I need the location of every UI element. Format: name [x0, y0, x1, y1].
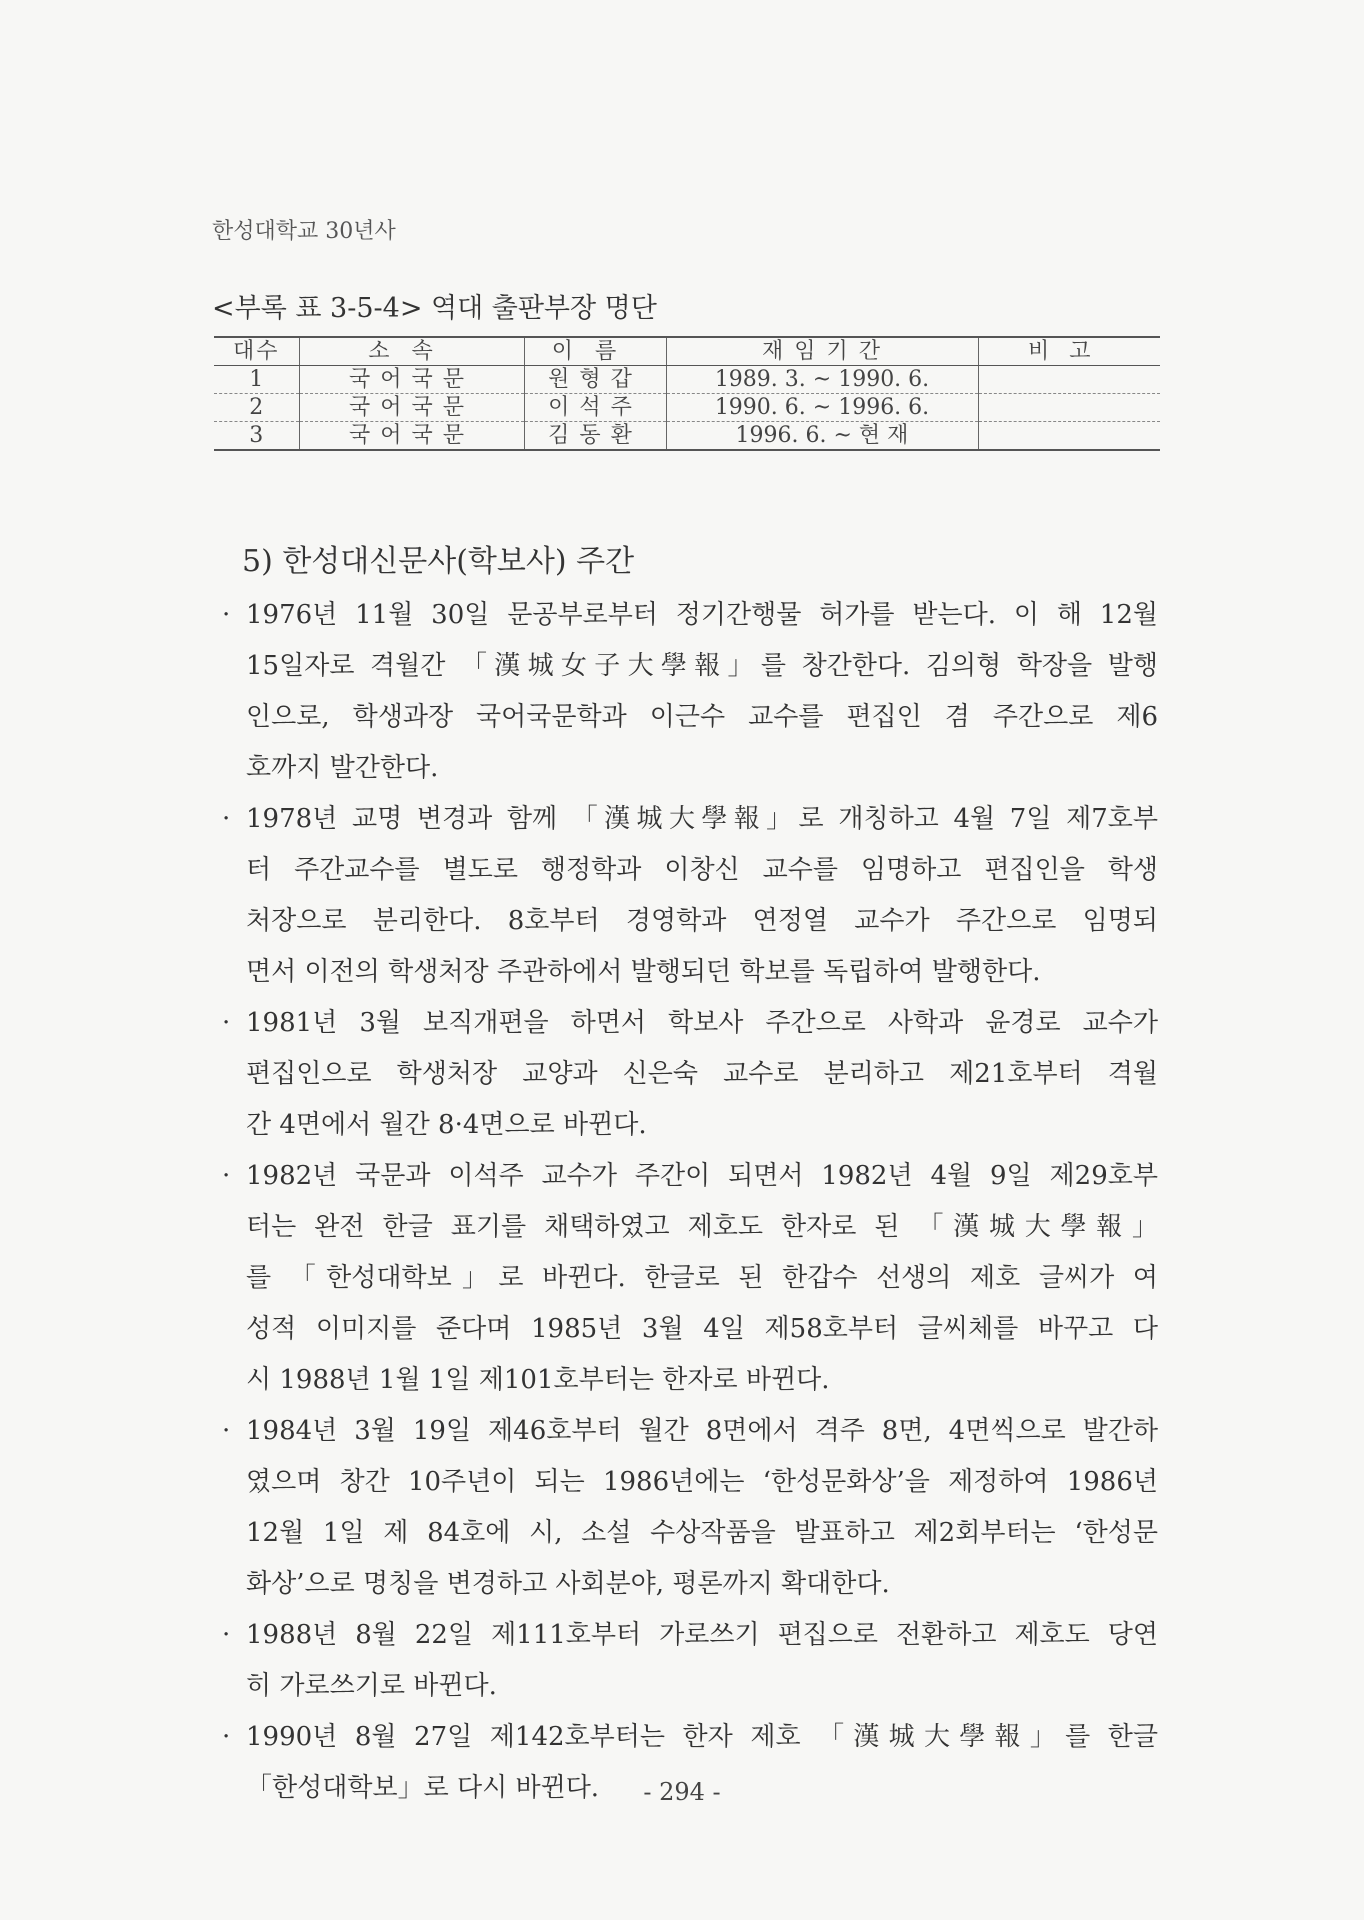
- bullet-paragraph: [218, 1151, 1158, 1406]
- paragraph-line: 처장으로 분리한다. 8호부터 경영학과 연정열 교수가 주간으로 임명되: [246, 906, 1158, 936]
- paragraph-line: 1990년 8월 27일 제142호부터는 한자 제호 「漢城大學報」를 한글: [246, 1722, 1158, 1752]
- bullet-paragraph: [218, 1406, 1158, 1610]
- paragraph-line: 인으로, 학생과장 국어국문학과 이근수 교수를 편집인 겸 주간으로 제6: [246, 702, 1158, 732]
- header-term: 재 임 기 간: [666, 337, 978, 366]
- paragraph-line: 성적 이미지를 준다며 1985년 3월 4일 제58호부터 글씨체를 바꾸고 다: [246, 1314, 1158, 1344]
- paragraph-line: 편집인으로 학생처장 교양과 신은숙 교수로 분리하고 제21호부터 격월: [246, 1059, 1158, 1089]
- page-number: - 294 -: [643, 1778, 721, 1806]
- bullet-marker: ·: [222, 600, 231, 630]
- bullet-marker: ·: [222, 1722, 231, 1752]
- paragraph-list: [218, 590, 1158, 1814]
- paragraph-line: 1981년 3월 보직개편을 하면서 학보사 주간으로 사학과 윤경로 교수가: [246, 1008, 1158, 1038]
- paragraph-line: 간 4면에서 월간 8·4면으로 바뀐다.: [246, 1110, 647, 1140]
- cell-term: 1989. 3. ~ 1990. 6.: [666, 366, 978, 394]
- paragraph-line: 1984년 3월 19일 제46호부터 월간 8면에서 격주 8면, 4면씩으로 발간하: [246, 1416, 1158, 1446]
- paragraph-line: 터 주간교수를 별도로 행정학과 이창신 교수를 임명하고 편집인을 학생: [246, 855, 1158, 885]
- cell-affiliation: 국어국문: [299, 394, 524, 422]
- header-name: 이름: [524, 337, 666, 366]
- bullet-marker: ·: [222, 1620, 231, 1650]
- header-affiliation: 소속: [299, 337, 524, 366]
- paragraph-line: 히 가로쓰기로 바뀐다.: [246, 1671, 497, 1701]
- paragraph-line: 를 「한성대학보」로 바뀐다. 한글로 된 한갑수 선생의 제호 글씨가 여: [246, 1263, 1158, 1293]
- paragraph-line: 1982년 국문과 이석주 교수가 주간이 되면서 1982년 4월 9일 제29호부: [246, 1161, 1158, 1191]
- cell-term: 1990. 6. ~ 1996. 6.: [666, 394, 978, 422]
- section-title: 5) 한성대신문사(학보사) 주간: [242, 544, 635, 579]
- paragraph-line: 터는 완전 한글 표기를 채택하였고 제호도 한자로 된 「漢城大學報」: [246, 1212, 1158, 1242]
- paragraph-line: 「한성대학보」로 다시 바뀐다.: [246, 1773, 600, 1803]
- cell-generation: 2: [214, 394, 299, 422]
- cell-name: 원형갑: [524, 366, 666, 394]
- table-row: [214, 394, 1160, 422]
- bullet-paragraph: [218, 1610, 1158, 1712]
- cell-remarks: [978, 422, 1160, 451]
- table-row: [214, 366, 1160, 394]
- paragraph-line: 호까지 발간한다.: [246, 753, 439, 783]
- bullet-marker: ·: [222, 1161, 231, 1191]
- cell-generation: 1: [214, 366, 299, 394]
- paragraph-line: 12월 1일 제 84호에 시, 소설 수상작품을 발표하고 제2회부터는 ‘한성문: [246, 1518, 1158, 1548]
- cell-remarks: [978, 366, 1160, 394]
- cell-remarks: [978, 394, 1160, 422]
- paragraph-line: 15일자로 격월간 「漢城女子大學報」를 창간한다. 김의형 학장을 발행: [246, 651, 1158, 681]
- bullet-marker: ·: [222, 1008, 231, 1038]
- cell-term: 1996. 6. ~ 현 재: [666, 422, 978, 451]
- running-header: 한성대학교 30년사: [212, 219, 396, 244]
- paragraph-line: 화상’으로 명칭을 변경하고 사회분야, 평론까지 확대한다.: [246, 1569, 890, 1599]
- cell-generation: 3: [214, 422, 299, 451]
- header-generation: 대수: [214, 337, 299, 366]
- paragraph-line: 면서 이전의 학생처장 주관하에서 발행되던 학보를 독립하여 발행한다.: [246, 957, 1041, 987]
- paragraph-line: 1978년 교명 변경과 함께 「漢城大學報」로 개칭하고 4월 7일 제7호부: [246, 804, 1158, 834]
- cell-name: 김동환: [524, 422, 666, 451]
- paragraph-line: 였으며 창간 10주년이 되는 1986년에는 ‘한성문화상’을 제정하여 1986년: [246, 1467, 1158, 1497]
- bullet-paragraph: [218, 998, 1158, 1151]
- table-caption: <부록 표 3-5-4> 역대 출판부장 명단: [212, 293, 657, 324]
- header-remarks: 비고: [978, 337, 1160, 366]
- bullet-marker: ·: [222, 1416, 231, 1446]
- cell-affiliation: 국어국문: [299, 366, 524, 394]
- cell-name: 이석주: [524, 394, 666, 422]
- roster-table: [214, 336, 1160, 451]
- bullet-paragraph: [218, 590, 1158, 794]
- bullet-paragraph: [218, 794, 1158, 998]
- roster-table-container: [214, 336, 1160, 451]
- table-header-row: [214, 337, 1160, 366]
- paragraph-line: 1976년 11월 30일 문공부로부터 정기간행물 허가를 받는다. 이 해 12월: [246, 600, 1158, 630]
- cell-affiliation: 국어국문: [299, 422, 524, 451]
- table-row: [214, 422, 1160, 451]
- paragraph-line: 1988년 8월 22일 제111호부터 가로쓰기 편집으로 전환하고 제호도 당연: [246, 1620, 1158, 1650]
- bullet-marker: ·: [222, 804, 231, 834]
- paragraph-line: 시 1988년 1월 1일 제101호부터는 한자로 바뀐다.: [246, 1365, 830, 1395]
